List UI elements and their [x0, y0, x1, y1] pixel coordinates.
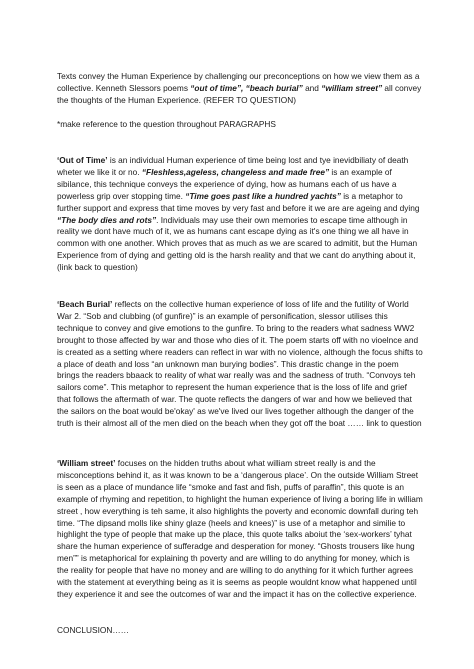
william-street-paragraph [57, 458, 423, 601]
paragraph-text: . Individuals may use their own memories to escape time although in reality we dont have much of it, we as humans cant escape dying as it's one thing we all have in common with one another. Which proves that as much as we are scared to admitit, but the Human Experience from of dying and getting old is the harsh reality and that we cant do anything about it, (link back to question) [57, 214, 418, 273]
intro-paragraph [57, 71, 423, 107]
out-of-time-paragraph [57, 155, 423, 274]
paragraph-heading: ‘William street’ [57, 458, 116, 468]
paragraph-heading: ‘Out of Time’ [57, 155, 108, 165]
beach-burial-paragraph [57, 299, 423, 430]
quote: “Time goes past like a hundred yachts” [185, 190, 341, 201]
paragraph-text: is a metaphor to further support and express that time moves by very fast and before it we are are ageing and dying [57, 190, 420, 213]
paragraph-text: is an individual Human experience of time being lost and tye inevidbiliaty of death wheter we like it or no. [57, 155, 409, 177]
note-line: *make reference to the question throughout PARAGRAPHS [57, 119, 276, 129]
paragraph-text: focuses on the hidden truths about what william street really is and the misconceptions behind it, as it was known to be a ‘dangerous place’. On the outside William Street is seen as a place of mundance life “smoke and fast and fish, puffs of paraffin”, this quote is an example of rhyming and repetition, to highlight the human experience of living a boring life in william street , how everything is teh same, it also highlights the poverty and economic downfall during teh time. “The dipsand molls like shiny glaze (heels and knees)” is use of a metaphor and similie to highlight the type of people that make up the place, this quote talks aboiut the ‘sex-workers’ tyhat share the human experience of sufferadge and desperation for money. “Ghosts trousers like hung men”” is metaphorical for explaining th poverty and are willing to do anything for money, which is the reality for people that have no money and are willing to do anything for it which further agrees with the statement at everything being as it is seems as people wouldnt know what happened until they experience it and see the outcomes of war and the impact it has on the collective experience. [57, 458, 423, 599]
quote: “Fleshless,ageless, changeless and made free” [141, 166, 330, 177]
paragraph-text: is an example of sibilance, this technique conveys the experience of dying, how as humans each of us have a powerless grip over stopping time. [57, 166, 397, 201]
poem-title-william-street: “william street” [321, 82, 383, 93]
quote: “The body dies and rots” [57, 214, 157, 225]
paragraph-heading: ‘Beach Burial’ [57, 299, 113, 309]
intro-text: all convey the thoughts of the Human Experience. (REFER TO QUESTION) [57, 82, 422, 105]
intro-text: and [302, 82, 322, 93]
intro-text: Texts convey the Human Experience by challenging our preconceptions on how we view them as a collective. Kenneth Slessors poems [57, 71, 420, 93]
poem-titles: “out of time”, “beach burial” [190, 82, 303, 93]
conclusion-line: CONCLUSION…… [57, 625, 129, 635]
paragraph-text: reflects on the collective human experience of loss of life and the futility of World War 2. “Sob and clubbing (of gunfire)” is an example of personification, slessor utilises this technique to convey and give emotions to the gunfire. To bring to the readers what sadness WW2 brought to those affected by war and those who dies of it. The poem starts off with no vioelnce and is created as a setting where readers can reflect in war with no violence, although the focus shifts to a place of death and loss “an unknown man burying bodies”. This drastic change in the poem brings the readers bbaack to reality of what war really was and the sadness of truth. “Convoys teh sailors come”. This metaphor to represent the human experience that is the loss of life and grief that follows the aftermath of war. The quote reflects the dangers of war and how we believed that the sailors on the boat would be'okay' as we've lived our lives together although the danger of the truth is their almost all of the men died on the beach when they got off the boat …… link to question [57, 299, 423, 429]
